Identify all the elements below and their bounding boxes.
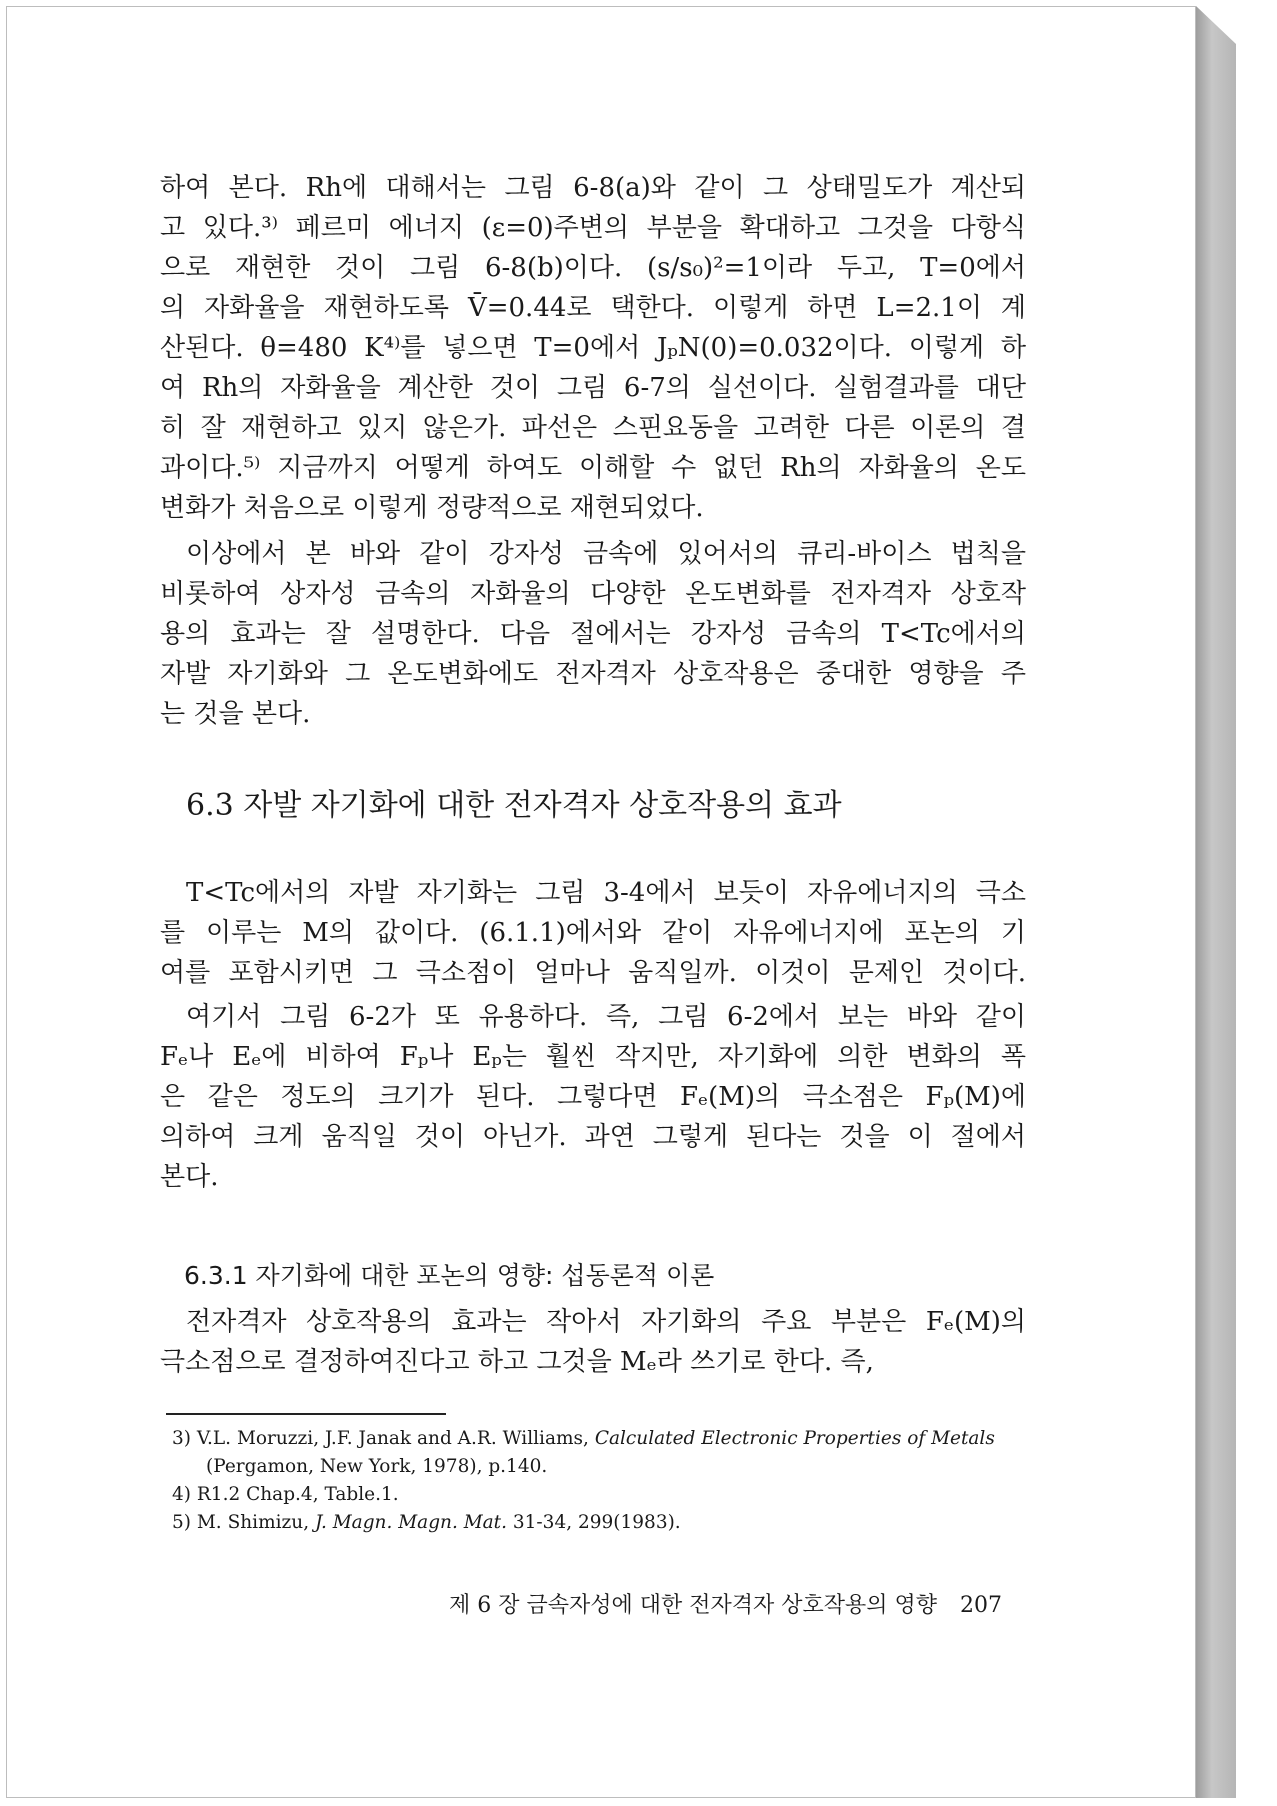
- paragraph-5: [160, 1302, 1026, 1382]
- paragraph-1: [160, 168, 1026, 528]
- text-line: 여 Rh의 자화율을 계산한 것이 그림 6-7의 실선이다. 실험결과를 대단: [160, 373, 1026, 403]
- footnote-divider: [166, 1413, 446, 1415]
- text-line: 변화가 처음으로 이렇게 정량적으로 재현되었다.: [160, 493, 704, 523]
- page-number: 207: [960, 1593, 1002, 1618]
- text-line: 은 같은 정도의 크기가 된다. 그렇다면 Fₑ(M)의 극소점은 Fₚ(M)에: [160, 1082, 1026, 1112]
- footnote-journal: J. Magn. Magn. Mat.: [314, 1512, 507, 1533]
- subsection-heading: 6.3.1 자기화에 대한 포논의 영향: 섭동론적 이론: [184, 1261, 715, 1290]
- text-line: 하여 본다. Rh에 대해서는 그림 6-8(a)와 같이 그 상태밀도가 계산되: [160, 173, 1026, 203]
- footnote-volume: 31-34, 299(1983).: [512, 1512, 681, 1533]
- footnote-3: [166, 1425, 1026, 1481]
- footnote-authors: 5) M. Shimizu,: [172, 1512, 310, 1533]
- text-line: T<Tc에서의 자발 자기화는 그림 3-4에서 보듯이 자유에너지의 극소: [186, 878, 1026, 908]
- text-line: 전자격자 상호작용의 효과는 작아서 자기화의 주요 부분은 Fₑ(M)의: [186, 1307, 1026, 1337]
- text-line: 본다.: [160, 1162, 219, 1192]
- text-line: 으로 재현한 것이 그림 6-8(b)이다. (s/s₀)²=1이라 두고, T=0에서: [160, 253, 1026, 283]
- page-content: [160, 168, 1026, 1537]
- running-footer: [360, 1588, 1002, 1619]
- text-line: Fₑ나 Eₑ에 비하여 Fₚ나 Eₚ는 훨씬 작지만, 자기화에 의한 변화의 폭: [160, 1042, 1026, 1072]
- footnote-publisher: (Pergamon, New York, 1978), p.140.: [206, 1456, 548, 1477]
- text-line: 용의 효과는 잘 설명한다. 다음 절에서는 강자성 금속의 T<Tc에서의: [160, 619, 1026, 649]
- paragraph-4: [160, 997, 1026, 1197]
- text-line: 의하여 크게 움직일 것이 아닌가. 과연 그렇게 된다는 것을 이 절에서: [160, 1122, 1026, 1152]
- text-line: 히 잘 재현하고 있지 않은가. 파선은 스핀요동을 고려한 다른 이론의 결: [160, 413, 1026, 443]
- text-line: 자발 자기화와 그 온도변화에도 전자격자 상호작용은 중대한 영향을 주: [160, 659, 1026, 689]
- footnote-authors: V.L. Moruzzi, J.F. Janak and A.R. Williams,: [196, 1428, 589, 1449]
- footnote-number: 3): [172, 1428, 191, 1449]
- section-heading: 6.3 자발 자기화에 대한 전자격자 상호작용의 효과: [186, 788, 842, 823]
- footnote-4: 4) R1.2 Chap.4, Table.1.: [172, 1484, 399, 1505]
- text-line: 이상에서 본 바와 같이 강자성 금속에 있어서의 큐리-바이스 법칙을: [186, 539, 1026, 569]
- text-line: 여를 포함시키면 그 극소점이 얼마나 움직일까. 이것이 문제인 것이다.: [160, 958, 1026, 988]
- text-line: 비롯하여 상자성 금속의 자화율의 다양한 온도변화를 전자격자 상호작: [160, 579, 1026, 609]
- paragraph-3: [160, 873, 1026, 993]
- text-line: 를 이루는 M의 값이다. (6.1.1)에서와 같이 자유에너지에 포논의 기: [160, 918, 1026, 948]
- footnote-5: [166, 1509, 1026, 1537]
- paragraph-2: [160, 534, 1026, 734]
- text-line: 산된다. θ=480 K⁴⁾를 넣으면 T=0에서 JₚN(0)=0.032이다. 이렇게 하: [160, 333, 1026, 363]
- footnote-title: Calculated Electronic Properties of Metals: [594, 1428, 995, 1449]
- text-line: 는 것을 본다.: [160, 699, 311, 729]
- footnotes: [160, 1425, 1026, 1537]
- chapter-title: 제 6 장 금속자성에 대한 전자격자 상호작용의 영향: [449, 1593, 937, 1618]
- text-line: 극소점으로 결정하여진다고 하고 그것을 Mₑ라 쓰기로 한다. 즉,: [160, 1347, 874, 1377]
- text-line: 여기서 그림 6-2가 또 유용하다. 즉, 그림 6-2에서 보는 바와 같이: [186, 1002, 1026, 1032]
- text-line: 의 자화율을 재현하도록 V̄=0.44로 택한다. 이렇게 하면 L=2.1이 계: [160, 293, 1026, 323]
- text-line: 과이다.⁵⁾ 지금까지 어떻게 하여도 이해할 수 없던 Rh의 자화율의 온도: [160, 453, 1026, 483]
- page-edge-shadow: [1196, 6, 1236, 1798]
- text-line: 고 있다.³⁾ 페르미 에너지 (ε=0)주변의 부분을 확대하고 그것을 다항식: [160, 213, 1026, 243]
